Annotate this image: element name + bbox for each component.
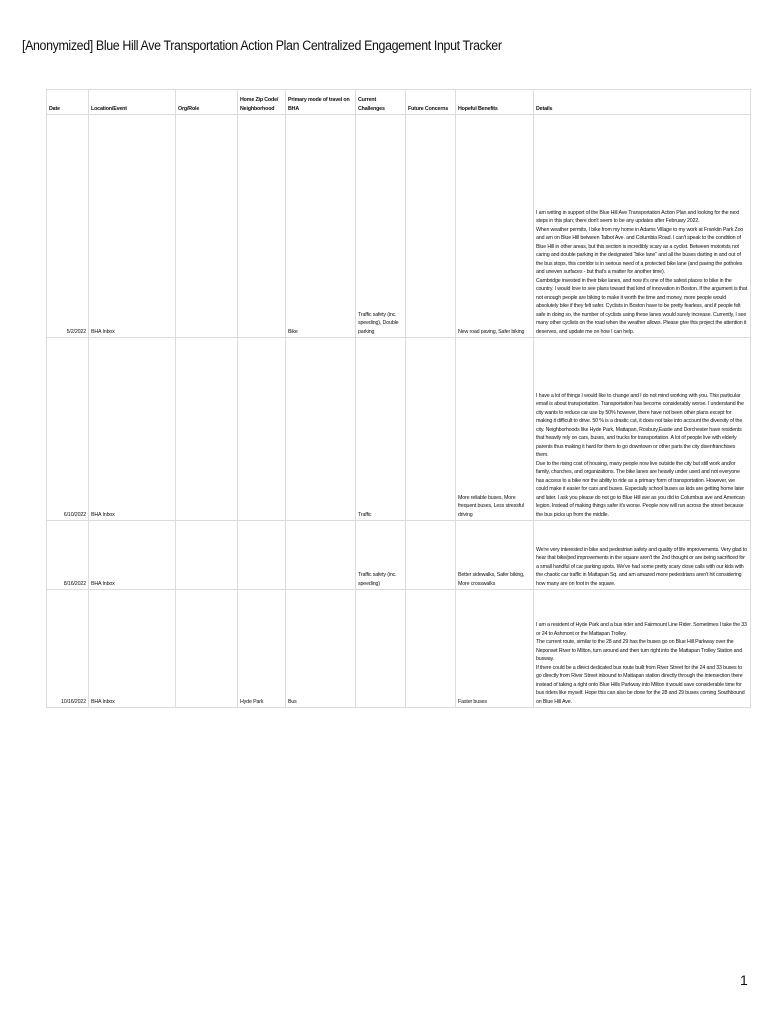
table-row	[47, 115, 751, 338]
cell-date: 6/10/2022	[47, 338, 89, 521]
details-paragraph: We're very interested in bike and pedestrian safety and quality of life improvements. Very glad to hear that bike/ped improvements in the square aren't the 2nd thought or are being sacrificed for a small handful of car parking spots. We've had some pretty scary close calls with our kids with the chaotic car traffic in Mattapan Sq. and am amazed more pedestrians aren't hit considering how many are on foot in the square.	[536, 546, 747, 587]
cell-concerns	[406, 521, 456, 590]
details-paragraph: Cambridge invested in their bike lanes, and now it's one of the safest places to bike in the country. I would love to see plans toward that kind of innovation in Boston. If the argument is that not enough people are biking to make it worth the time and money, more people would absolutely bike if they felt safer. Cyclists in Boston have to be pretty fearless, and if people felt safe in doing so, the number of cyclists using these lanes would surely increase. Currently, I see many other cyclists on the road when the weather allows. Please give this project the attention it deserves, and update me on how I can help.	[536, 277, 748, 335]
header-row	[47, 90, 751, 115]
column-header-current-challenges: Current Challenges	[356, 90, 406, 115]
column-header-org-role: Org/Role	[176, 90, 238, 115]
cell-mode	[286, 338, 356, 521]
cell-home	[238, 115, 286, 338]
details-paragraph: I am writing in support of the Blue Hill Ave Transportation Action Plan and looking for the next steps in this plan; there don't seem to be any updates after February 2022.	[536, 209, 740, 224]
cell-concerns	[406, 590, 456, 708]
cell-home: Hyde Park	[238, 590, 286, 708]
table-row	[47, 521, 751, 590]
cell-date: 5/2/2022	[47, 115, 89, 338]
column-header-date: Date	[47, 90, 89, 115]
cell-challenges: Traffic	[356, 338, 406, 521]
cell-challenges	[356, 590, 406, 708]
engagement-tracker-table	[46, 89, 751, 708]
cell-location: BHA Inbox	[89, 338, 176, 521]
column-header-home-zip: Home Zip Code/ Neighborhood	[238, 90, 286, 115]
column-header-hopeful-benefits: Hopeful Benefits	[456, 90, 534, 115]
column-header-primary-mode: Primary mode of travel on BHA	[286, 90, 356, 115]
cell-org-role	[176, 338, 238, 521]
details-paragraph: If there could be a direct dedicated bus route built from River Street for the 24 and 33 buses to go directly from River Street inbound to Mattapan station directly through the intersection there instead of taking a right onto Blue Hills Parkway into Milton it would save considerable time for bus riders like myself. Hope this can also be done for the 28 and 29 buses coming Southbound on Blue Hill Ave.	[536, 664, 745, 705]
column-header-details: Details	[534, 90, 751, 115]
table-row	[47, 338, 751, 521]
cell-details	[534, 115, 751, 338]
page-title: [Anonymized] Blue Hill Ave Transportation Action Plan Centralized Engagement Input Tracker	[22, 38, 502, 53]
cell-org-role	[176, 115, 238, 338]
cell-date: 8/16/2022	[47, 521, 89, 590]
page-number: 1	[740, 972, 748, 988]
cell-location: BHA Inbox	[89, 590, 176, 708]
cell-concerns	[406, 115, 456, 338]
cell-challenges: Traffic safety (inc. speeding), Double parking	[356, 115, 406, 338]
column-header-future-concerns: Future Concerns	[406, 90, 456, 115]
cell-benefits: New road paving, Safer biking	[456, 115, 534, 338]
cell-challenges: Traffic safety (inc. speeding)	[356, 521, 406, 590]
cell-details	[534, 521, 751, 590]
details-paragraph: I have a lot of things I would like to change and I do not mind working with you. This particular email is about transportation. Transportation has become considerably worse. I understand the city wants to reduce car use by 50% however, there have not been other plans except for making it difficult to drive. 50 % is a drastic cut, it does not take into account the diversity of the city. Neighborhoods like Hyde Park, Mattapan, Roxbury,Eastie and Dorchester have residents that heavily rely on cars, buses, and trucks for transportation. A lot of people live with elderly parents thus making it hard for them to go downtown or other parts the city disenfranchises them.	[536, 392, 744, 458]
cell-details	[534, 338, 751, 521]
cell-mode: Bus	[286, 590, 356, 708]
cell-home	[238, 521, 286, 590]
cell-date: 10/16/2022	[47, 590, 89, 708]
details-paragraph: When weather permits, I bike from my home in Adams Village to my work at Franklin Park Zoo and am on Blue Hill between Talbot Ave. and Columbia Road. I can't speak to the condition of Blue Hill in other areas, but this section is incredibly scary as a cyclist. Between motorists not caring and double parking in the designated "bike lane" and all the buses darting in and out of the bus stops, this corridor is in serious need of a protected bike lane (and paving the potholes and uneven surfaces - but that's a matter for another time).	[536, 226, 744, 275]
cell-mode: Bike	[286, 115, 356, 338]
cell-org-role	[176, 590, 238, 708]
details-paragraph: I am a resident of Hyde Park and a bus rider and Fairmount Line Rider. Sometimes I take the 33 or 24 to Ashmont or the Mattapan Trolley.	[536, 622, 747, 637]
column-header-location: Location/Event	[89, 90, 176, 115]
cell-benefits: Better sidewalks, Safer biking, More crosswalks	[456, 521, 534, 590]
cell-mode	[286, 521, 356, 590]
cell-location: BHA Inbox	[89, 521, 176, 590]
cell-org-role	[176, 521, 238, 590]
cell-benefits: Faster buses	[456, 590, 534, 708]
cell-benefits: More reliable buses, More frequent buses, Less stressful driving	[456, 338, 534, 521]
table-row	[47, 590, 751, 708]
details-paragraph: The current route, similar to the 28 and 29 has the buses go on Blue Hill Parkway over the Neponset River to Milton, turn around and then turn right into the Mattapan Trolley Station and busway.	[536, 639, 742, 662]
details-paragraph: Due to the rising cost of housing, many people now live outside the city but still work and/or family, churches, and organizations. The bike lanes are heavily under used and not everyone has access to a bike nor the ability to ride as a primary form of transportation. However, we could make it easier for cars and buses. Especially school buses as kids are getting home later and later. I ask you please do not go to Blue Hill ave as you did to Columbus ave and American legion. Instead of making things safer it's worse. People now will run across the street because the bus picks up from the middle.	[536, 460, 745, 518]
cell-home	[238, 338, 286, 521]
cell-details	[534, 590, 751, 708]
cell-concerns	[406, 338, 456, 521]
cell-location: BHA Inbox	[89, 115, 176, 338]
